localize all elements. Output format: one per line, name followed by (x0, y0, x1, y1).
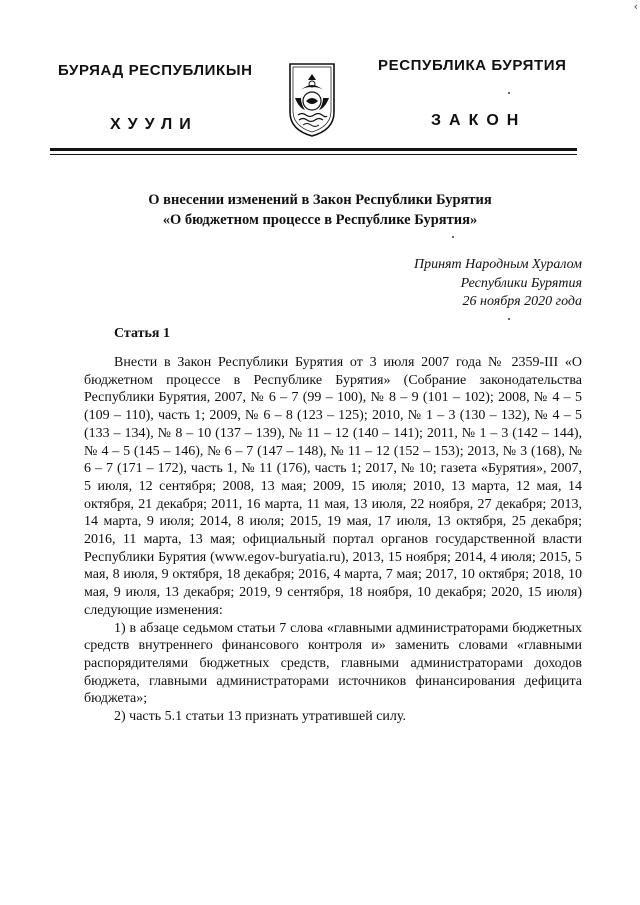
adoption-note (360, 256, 582, 312)
header-right-bottom: ЗАКОН (431, 112, 527, 129)
article-item-2: 2) часть 5.1 статьи 13 признать утратившей силу. (114, 709, 406, 725)
scan-speck (452, 236, 454, 238)
article-body (84, 354, 582, 726)
header-rule-thin (50, 154, 577, 155)
scan-corner-mark: ‹ (633, 0, 638, 13)
article-item-1: 1) в абзаце седьмом статьи 7 слова «главными администраторами бюджетных средств внутреннего финансового контроля и» заменить словами «главными распорядителями бюджетных средств, главными администраторами доходов бюджета, главными администраторами источников финансирования дефицита бюджета»; (84, 620, 582, 707)
law-title-line2: «О бюджетном процессе в Республике Бурятия» (162, 212, 478, 228)
header-right-top: РЕСПУБЛИКА БУРЯТИЯ (378, 57, 567, 74)
adoption-date: 26 ноября 2020 года (462, 294, 582, 309)
article-intro: Внести в Закон Республики Бурятия от 3 июля 2007 года № 2359-III «О бюджетном процессе в Республике Бурятия» (Собрание законодательства Республики Бурятия, 2007, № 6 – 7 (99 – 100), № 8 – 9 (101 – 102); 2008, № 4 – 5 (109 – 110), часть 1; 2009, № 6 – 8 (123 – 125); 2010, № 1 – 3 (130 – 132), № 4 – 5 (133 – 134), № 8 – 10 (137 – 139), № 11 – 12 (140 – 141); 2011, № 1 – 3 (142 – 144), № 4 – 5 (145 – 146), № 6 – 7 (147 – 148), № 11 – 12 (152 – 153); 2013, № 3 (168), № 6 – 7 (171 – 172), часть 1, № 11 (176), часть 1; 2017, № 10; газета «Бурятия», 2007, 5 июля, 12 сентября; 2008, 13 мая; 2009, 15 июля; 2010, 13 марта, 12 мая, 14 октября, 21 декабря; 2011, 16 марта, 11 мая, 13 июля, 22 ноября, 27 декабря; 2013, 14 марта, 9 июля; 2014, 8 июля; 2015, 19 мая, 17 июля, 13 октября, 25 декабря; 2016, 11 марта, 13 мая; официальный портал органов государственной власти Республики Бурятия (www.egov-buryatia.ru), 2013, 15 ноября; 2014, 4 июля; 2015, 5 мая, 8 июля, 9 октября, 18 декабря; 2016, 4 марта, 7 мая; 2017, 10 октября; 2018, 10 мая, 9 июля, 13 декабря; 2019, 9 сентября, 18 ноября, 10 декабря; 2020, 15 июля) следующие изменения: (84, 355, 582, 618)
header-left-bottom: ХУУЛИ (110, 116, 198, 133)
article-heading: Статья 1 (114, 326, 170, 341)
header-left-top: БУРЯАД РЕСПУБЛИКЫН (58, 62, 253, 79)
adoption-note-line2: Республики Бурятия (460, 275, 582, 291)
scan-speck (508, 318, 510, 320)
adoption-note-line1: Принят Народным Хуралом (413, 257, 582, 272)
header-rule-thick (50, 148, 577, 151)
coat-of-arms-icon (287, 60, 337, 138)
scan-speck (508, 92, 510, 94)
law-title-line1: О внесении изменений в Закон Республики Бурятия (148, 192, 492, 208)
law-title (120, 190, 520, 230)
